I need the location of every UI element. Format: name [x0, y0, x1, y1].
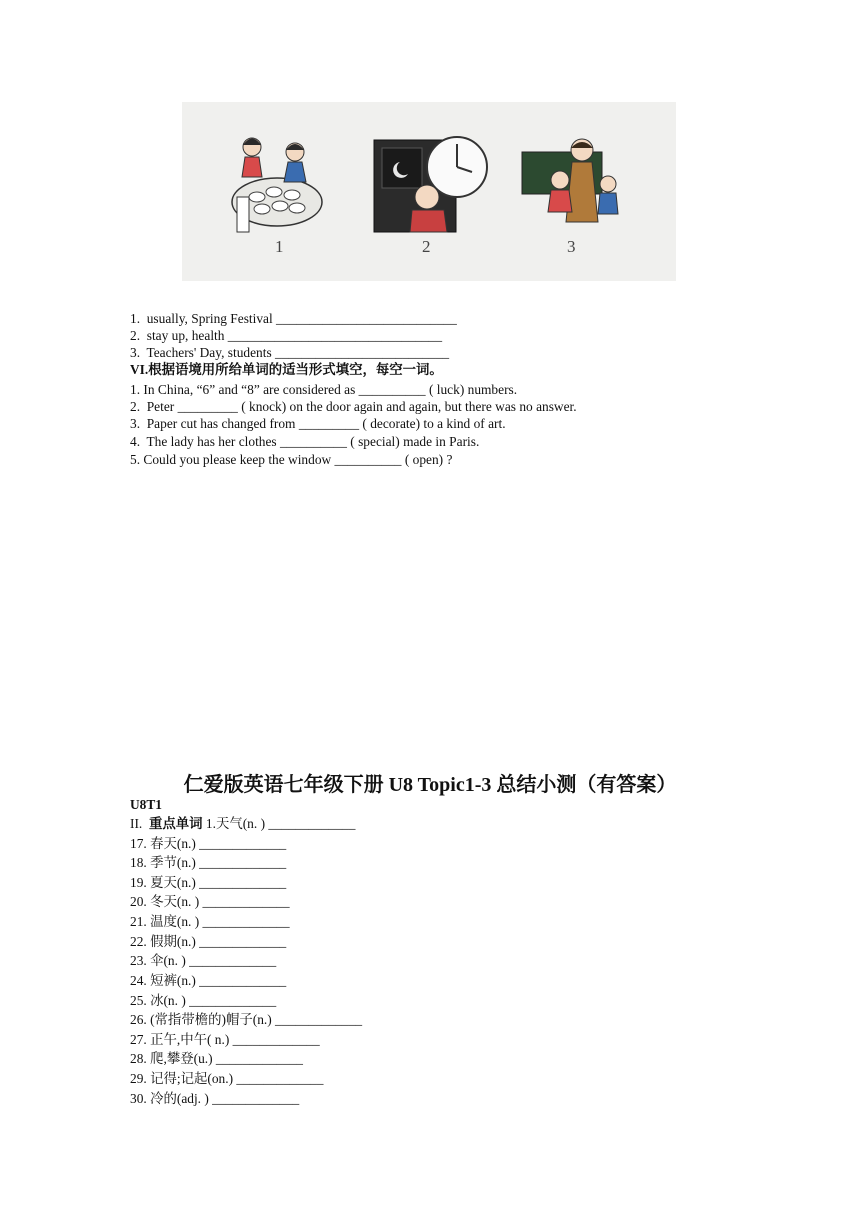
vocab-item-24: 24. 短裤(n.) _____________: [130, 973, 287, 988]
vocab-item-18: 18. 季节(n.) _____________: [130, 855, 287, 870]
vocab-item-22: 22. 假期(n.) _____________: [130, 934, 287, 949]
section-6-item-1: 1. In China, “6” and “8” are considered as __________ ( luck) numbers.: [130, 382, 518, 397]
vocab-item-29: 29. 记得;记起(on.) _____________: [130, 1071, 324, 1086]
scene-2-staying-up: [374, 137, 487, 232]
vocab-item-28: 28. 爬,攀登(u.) _____________: [130, 1051, 303, 1066]
figure-label-2: 2: [422, 237, 431, 256]
vocab-item-20: 20. 冬天(n. ) _____________: [130, 894, 290, 909]
vocab-item-17: 17. 春天(n.) _____________: [130, 836, 287, 851]
vocab-item-30: 30. 冷的(adj. ) _____________: [130, 1091, 300, 1106]
section-label: 重点单词: [148, 816, 203, 831]
vocab-section-heading: [130, 815, 355, 832]
section-6-item-4: 4. The lady has her clothes __________ ( special) made in Paris.: [130, 434, 480, 449]
vocab-item-25: 25. 冰(n. ) _____________: [130, 993, 277, 1008]
unit-label: U8T1: [130, 797, 162, 812]
section-prefix: II.: [130, 816, 143, 831]
section-6-item-5: 5. Could you please keep the window __________ ( open) ?: [130, 452, 453, 467]
vocab-item-21: 21. 温度(n. ) _____________: [130, 914, 290, 929]
vocab-item-27: 27. 正午,中午( n.) _____________: [130, 1032, 320, 1047]
writing-item-3: 3. Teachers' Day, students __________________________: [130, 345, 450, 360]
quiz-title: 仁爱版英语七年级下册 U8 Topic1-3 总结小测（有答案）: [183, 774, 677, 796]
vocab-item-23: 23. 伞(n. ) _____________: [130, 953, 277, 968]
figure-label-3: 3: [567, 237, 576, 256]
figure-label-1: 1: [275, 237, 284, 256]
section-6-item-2: 2. Peter _________ ( knock) on the door again and again, but there was no answer.: [130, 399, 577, 414]
scene-3-teachers-day: [522, 139, 618, 222]
section-6-heading: VI.根据语境用所给单词的适当形式填空，每空一词。: [130, 362, 443, 377]
writing-item-2: 2. stay up, health ________________________________: [130, 328, 443, 343]
writing-item-1: 1. usually, Spring Festival ___________________________: [130, 311, 457, 326]
vocab-item-19: 19. 夏天(n.) _____________: [130, 875, 287, 890]
vocab-item-26: 26. (常指带檐的)帽子(n.) _____________: [130, 1012, 363, 1027]
vocab-first-item: 1.天气(n. ) _____________: [202, 816, 356, 831]
section-6-item-3: 3. Paper cut has changed from _________ ( decorate) to a kind of art.: [130, 416, 506, 431]
scene-1-dumplings: [232, 138, 322, 232]
